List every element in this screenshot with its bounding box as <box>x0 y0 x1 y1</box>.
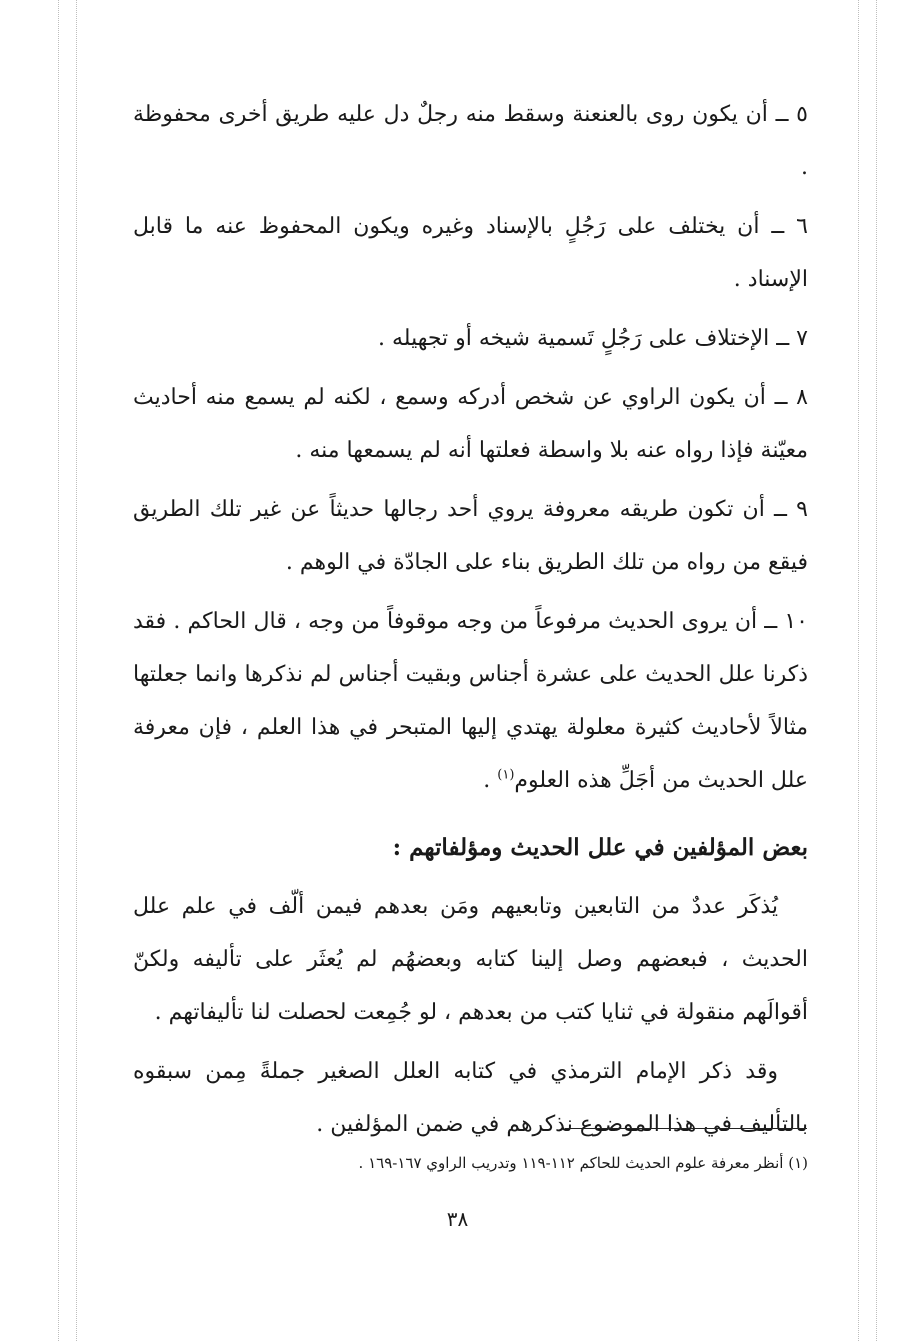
page-number: ٣٨ <box>446 1207 469 1231</box>
margin-dots-left-2 <box>76 0 77 1341</box>
list-item-9: ٩ ــ أن تكون طريقه معروفة يروي أحد رجالها حديثاً عن غير تلك الطريق فيقع من رواه من تلك الطريق بناء على الجادّة في الوهم . <box>133 497 808 575</box>
footnote: (١) أنظر معرفة علوم الحديث للحاكم ١١٢-١١٩ وتدريب الراوي ١٦٧-١٦٩ . <box>358 1154 808 1172</box>
margin-dots-right-1 <box>858 0 859 1341</box>
section-heading: بعض المؤلفين في علل الحديث ومؤلفاتهم : <box>392 834 808 861</box>
margin-dots-left-1 <box>58 0 59 1341</box>
list-item-7: ٧ ــ الإختلاف على رَجُلٍ تَسمية شيخه أو تجهيله . <box>378 326 808 351</box>
body-paragraph-2: وقد ذكر الإمام الترمذي في كتابه العلل الصغير جملةً مِمن سبقوه بالتأليف في هذا الموضوع نذكرهم في ضمن المؤلفين . <box>133 1059 808 1137</box>
list-item-10-tail: . <box>483 768 498 793</box>
list-item-5: ٥ ــ أن يكون روى بالعنعنة وسقط منه رجلٌ دل عليه طريق أخرى محفوظة . <box>133 102 808 180</box>
list-item-8: ٨ ــ أن يكون الراوي عن شخص أدركه وسمع ، لكنه لم يسمع منه أحاديث معيّنة فإذا رواه عنه بلا واسطة فعلتها أنه لم يسمعها منه . <box>133 385 808 463</box>
page-body <box>133 88 808 1157</box>
margin-dots-right-2 <box>876 0 877 1341</box>
body-paragraph-1: يُذكَر عددٌ من التابعين وتابعيهم ومَن بعدهم فيمن ألّف في علم علل الحديث ، فبعضهم وصل إلينا كتابه وبعضهُم لم يُعثَر على تأليفه ولكنّ أقوالَهم منقولة في ثنايا كتب من بعدهم ، لو جُمِعت لحصلت لنا تأليفاتهم . <box>133 894 808 1025</box>
list-item-10 <box>133 595 808 807</box>
list-item-6: ٦ ــ أن يختلف على رَجُلٍ بالإسناد وغيره ويكون المحفوظ عنه ما قابل الإسناد . <box>133 214 808 292</box>
footnote-divider <box>565 1128 807 1129</box>
footnote-reference: (١) <box>497 767 515 783</box>
list-item-10-text: ١٠ ــ أن يروى الحديث مرفوعاً من وجه موقوفاً من وجه ، قال الحاكم . فقد ذكرنا علل الحديث على عشرة أجناس وبقيت أجناس لم نذكرها وانما جعلتها مثالاً لأحاديث كثيرة معلولة يهتدي إليها المتبحر في هذا العلم ، فإن معرفة علل الحديث من أجَلِّ هذه العلوم <box>133 609 808 793</box>
